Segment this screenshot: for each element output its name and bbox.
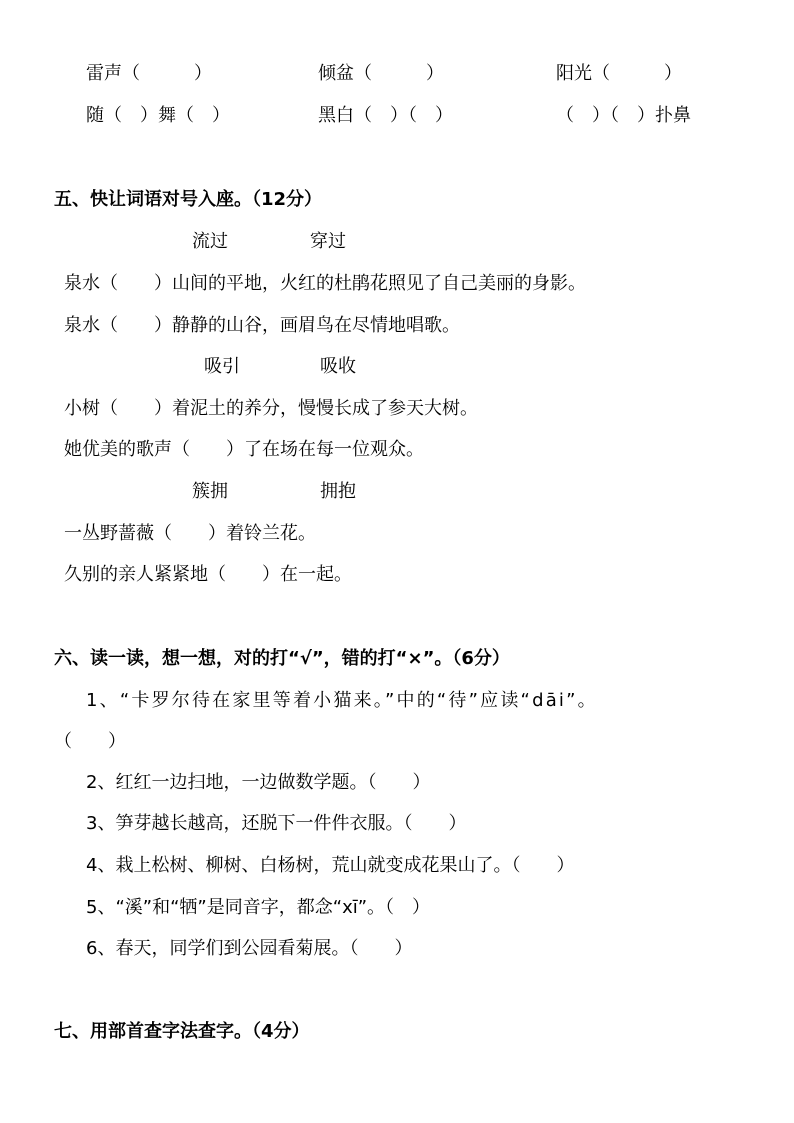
s5-g1-sentence2: 泉水（ ）静静的山谷，画眉鸟在尽情地唱歌。 [64,315,460,336]
section7-title: 七、用部首查字法查字。（4分） [54,1021,310,1042]
s6-item-2: 2、红红一边扫地，一边做数学题。（ ） [86,772,431,793]
s5-g3-word1: 簇拥 [192,481,228,502]
section5-title: 五、快让词语对号入座。（12分） [54,189,323,210]
s4-r2-c1: 随（ ）舞（ ） [86,105,230,126]
s6-item-6: 6、春天，同学们到公园看菊展。（ ） [86,938,413,959]
s5-g3-sentence2: 久别的亲人紧紧地（ ）在一起。 [64,564,352,585]
s6-item-3: 3、笋芽越长越高，还脱下一件件衣服。（ ） [86,813,467,834]
s6-item-4: 4、栽上松树、柳树、白杨树，荒山就变成花果山了。（ ） [86,855,575,876]
s6-item-1: 1、“卡罗尔待在家里等着小猫来。”中的“待”应读“dāi”。 [86,690,598,711]
s5-g2-sentence2: 她优美的歌声（ ）了在场在每一位观众。 [64,439,424,460]
s4-r1-c3: 阳光（ ） [556,63,682,84]
s5-g2-word1: 吸引 [204,356,240,377]
s4-r2-c2: 黑白（ ）（ ） [318,105,453,126]
s5-g3-word2: 拥抱 [320,481,356,502]
s5-g1-word1: 流过 [192,231,228,252]
s5-g3-sentence1: 一丛野蔷薇（ ）着铃兰花。 [64,523,316,544]
s4-r2-c3: （ ）（ ）扑鼻 [556,105,691,126]
s5-g2-word2: 吸收 [320,356,356,377]
s5-g1-sentence1: 泉水（ ）山间的平地，火红的杜鹃花照见了自己美丽的身影。 [64,273,586,294]
s6-item-5: 5、“溪”和“牺”是同音字，都念“xī”。（ ） [86,897,431,918]
s4-r1-c1: 雷声（ ） [86,63,212,84]
s5-g2-sentence1: 小树（ ）着泥土的养分，慢慢长成了参天大树。 [64,398,478,419]
s5-g1-word2: 穿过 [310,231,346,252]
section6-title: 六、读一读，想一想，对的打“√”，错的打“×”。（6分） [54,648,510,669]
s4-r1-c2: 倾盆（ ） [318,63,444,84]
s6-item-1-bracket: （ ） [54,731,126,752]
